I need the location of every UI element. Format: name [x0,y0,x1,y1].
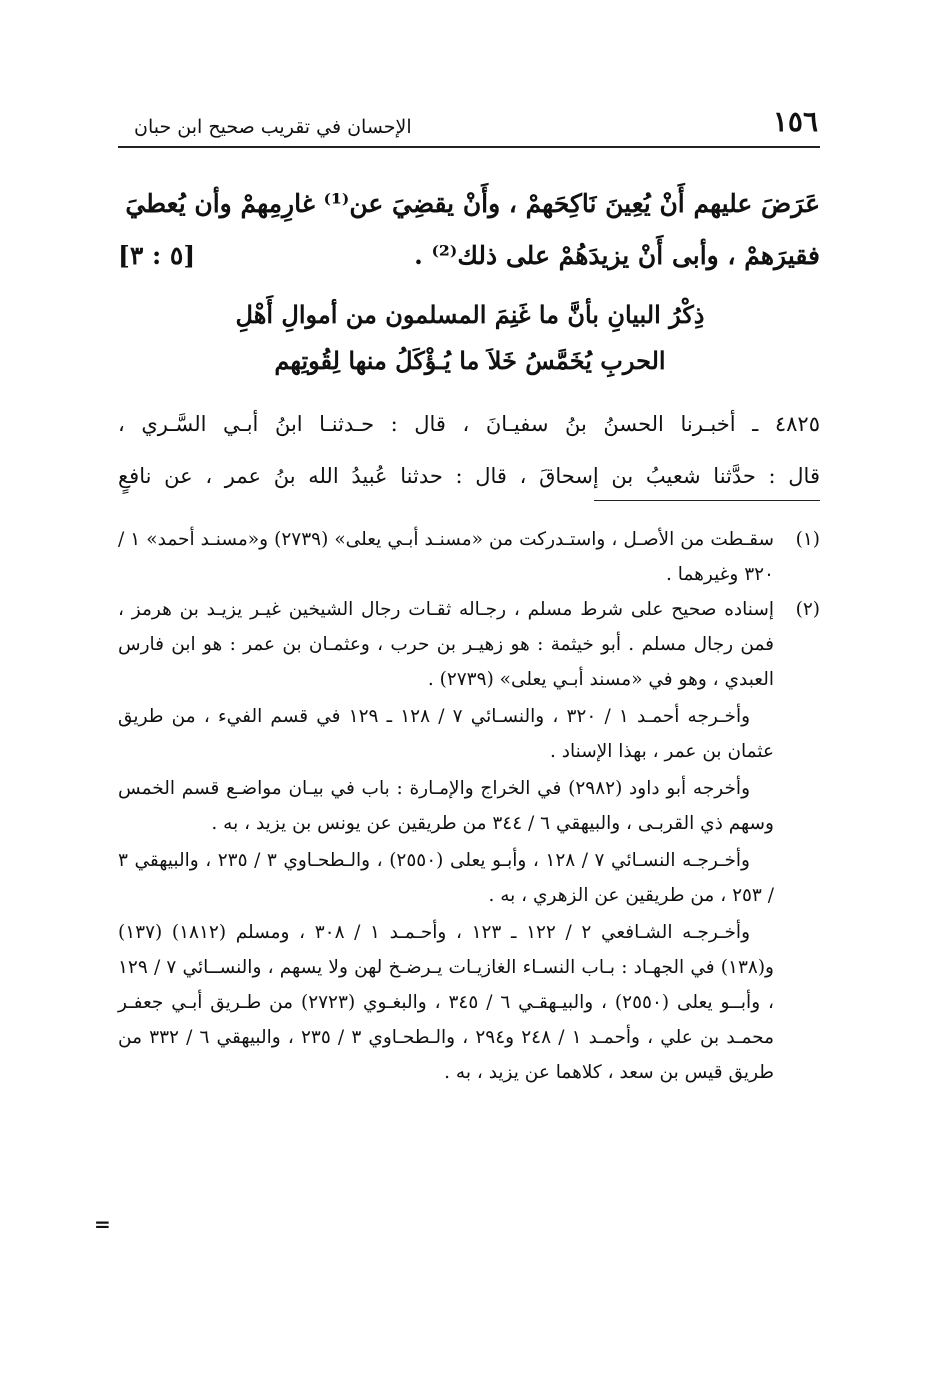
footnote-divider [594,500,820,501]
header-divider [118,146,820,148]
footnote-paragraph: وأخـرجـه النسـائي ٧ / ١٢٨ ، وأبـو يعلى (٢٥٥٠) ، والـطحـاوي ٣ / ٢٣٥ ، والبيهقي ٣ / ٢٥٣ ، من طريقين عن الزهري ، به . [118,850,774,906]
footnote-number: (١) [795,529,820,550]
page-header [118,98,818,138]
page-number: ١٥٦ [772,105,818,138]
footnote-paragraph: وأخـرجه أحمـد ١ / ٣٢٠ ، والنسـائي ٧ / ١٢٨ ـ ١٢٩ في قسم الفيء ، من طريق عثمان بن عمر ، بهذا الإسناد . [118,706,774,762]
footnote-paragraph: وأخرجه أبو داود (٢٩٨٢) في الخراج والإمـارة : باب في بيـان مواضـع قسم الخمس وسهم ذي القربـى ، والبيهقي ٦ / ٣٤٤ من طريقين عن يونس بن يزيد ، به . [118,778,774,834]
footnote-body [118,592,774,1090]
footnote [118,522,820,592]
footnote-paragraph: وأخـرجـه الشـافعي ٢ / ١٢٢ ـ ١٢٣ ، وأحـمـد ١ / ٣٠٨ ، ومسلم (١٨١٢) (١٣٧) و(١٣٨) في الجهـاد : بـاب النسـاء الغازيـات يـرضـخ لهن ولا يسهم ، والنســائي ٧ / ١٢٩ ، وأبــو يعلى (٢٥٥٠) ، والبيـهقـي ٦ / ٣٤٥ ، والبغـوي (٢٧٢٣) من طـريق أبـي جعفـر محمـد بن علي ، وأحمـد ١ / ٢٤٨ و٢٩٤ ، والـطحـاوي ٣ / ٢٣٥ ، والبيهقي ٦ / ٣٣٢ من طريق قيس بن سعد ، كلاهما عن يزيد ، به . [118,922,775,1083]
footnote-number: (٢) [795,599,820,620]
heading-line: الحربِ يُخَمَّسُ خَلاَ ما يُـؤْكَلُ منها لِقُوتِهم [274,346,666,375]
main-text [118,178,820,282]
footnotes [118,522,820,1090]
footnote-paragraph: سقـطت من الأصـل ، واستـدركت من «مسنـد أبـي يعلى» (٢٧٣٩) و«مسنـد أحمد» ١ / ٣٢٠ وغيرهما . [118,529,774,585]
footnote-paragraph: إسناده صحيح على شرط مسلم ، رجـاله ثقـات رجال الشيخين غيـر يزيـد بن هرمز ، فمن رجال مسلم . أبو خيثمة : هو زهيـر بن حرب ، وعثمـان بن عمر : هو ابن فارس العبدي ، وهو في «مسند أبـي يعلى» (٢٧٣٩) . [118,599,774,690]
reference-tag: [٥ : ٣] [118,241,196,270]
footnote [118,592,820,1090]
hadith-line: قال : حدَّثنا شعيبُ بن إسحاقَ ، قال : حدثنا عُبيدُ الله بنُ عمر ، عن نافعٍ [118,464,820,488]
main-text-line-content: فقيرَهمْ ، وأبى أَنْ يزيدَهُمْ على ذلك⁽²⁾ . [414,241,820,270]
hadith-line: ٤٨٢٥ ـ أخبـرنا الحسنُ بنُ سفيـانَ ، قال : حـدثنـا ابنُ أبـي السَّـري ، [118,412,820,436]
hadith-text [118,398,820,502]
chapter-heading [200,292,740,384]
footnote-body [118,522,774,592]
continuation-mark: = [94,1212,111,1236]
main-text-line [118,230,820,282]
main-text-line: عَرَضَ عليهم أَنْ يُعِينَ نَاكِحَهمْ ، وأَنْ يقضِيَ عن⁽¹⁾ غارِمِهمْ وأن يُعطيَ [125,189,820,218]
running-title: الإحسان في تقريب صحيح ابن حبان [134,116,412,138]
heading-line: ذِكْرُ البيانِ بأنَّ ما غَنِمَ المسلمون من أموالِ أَهْلِ [235,300,705,329]
